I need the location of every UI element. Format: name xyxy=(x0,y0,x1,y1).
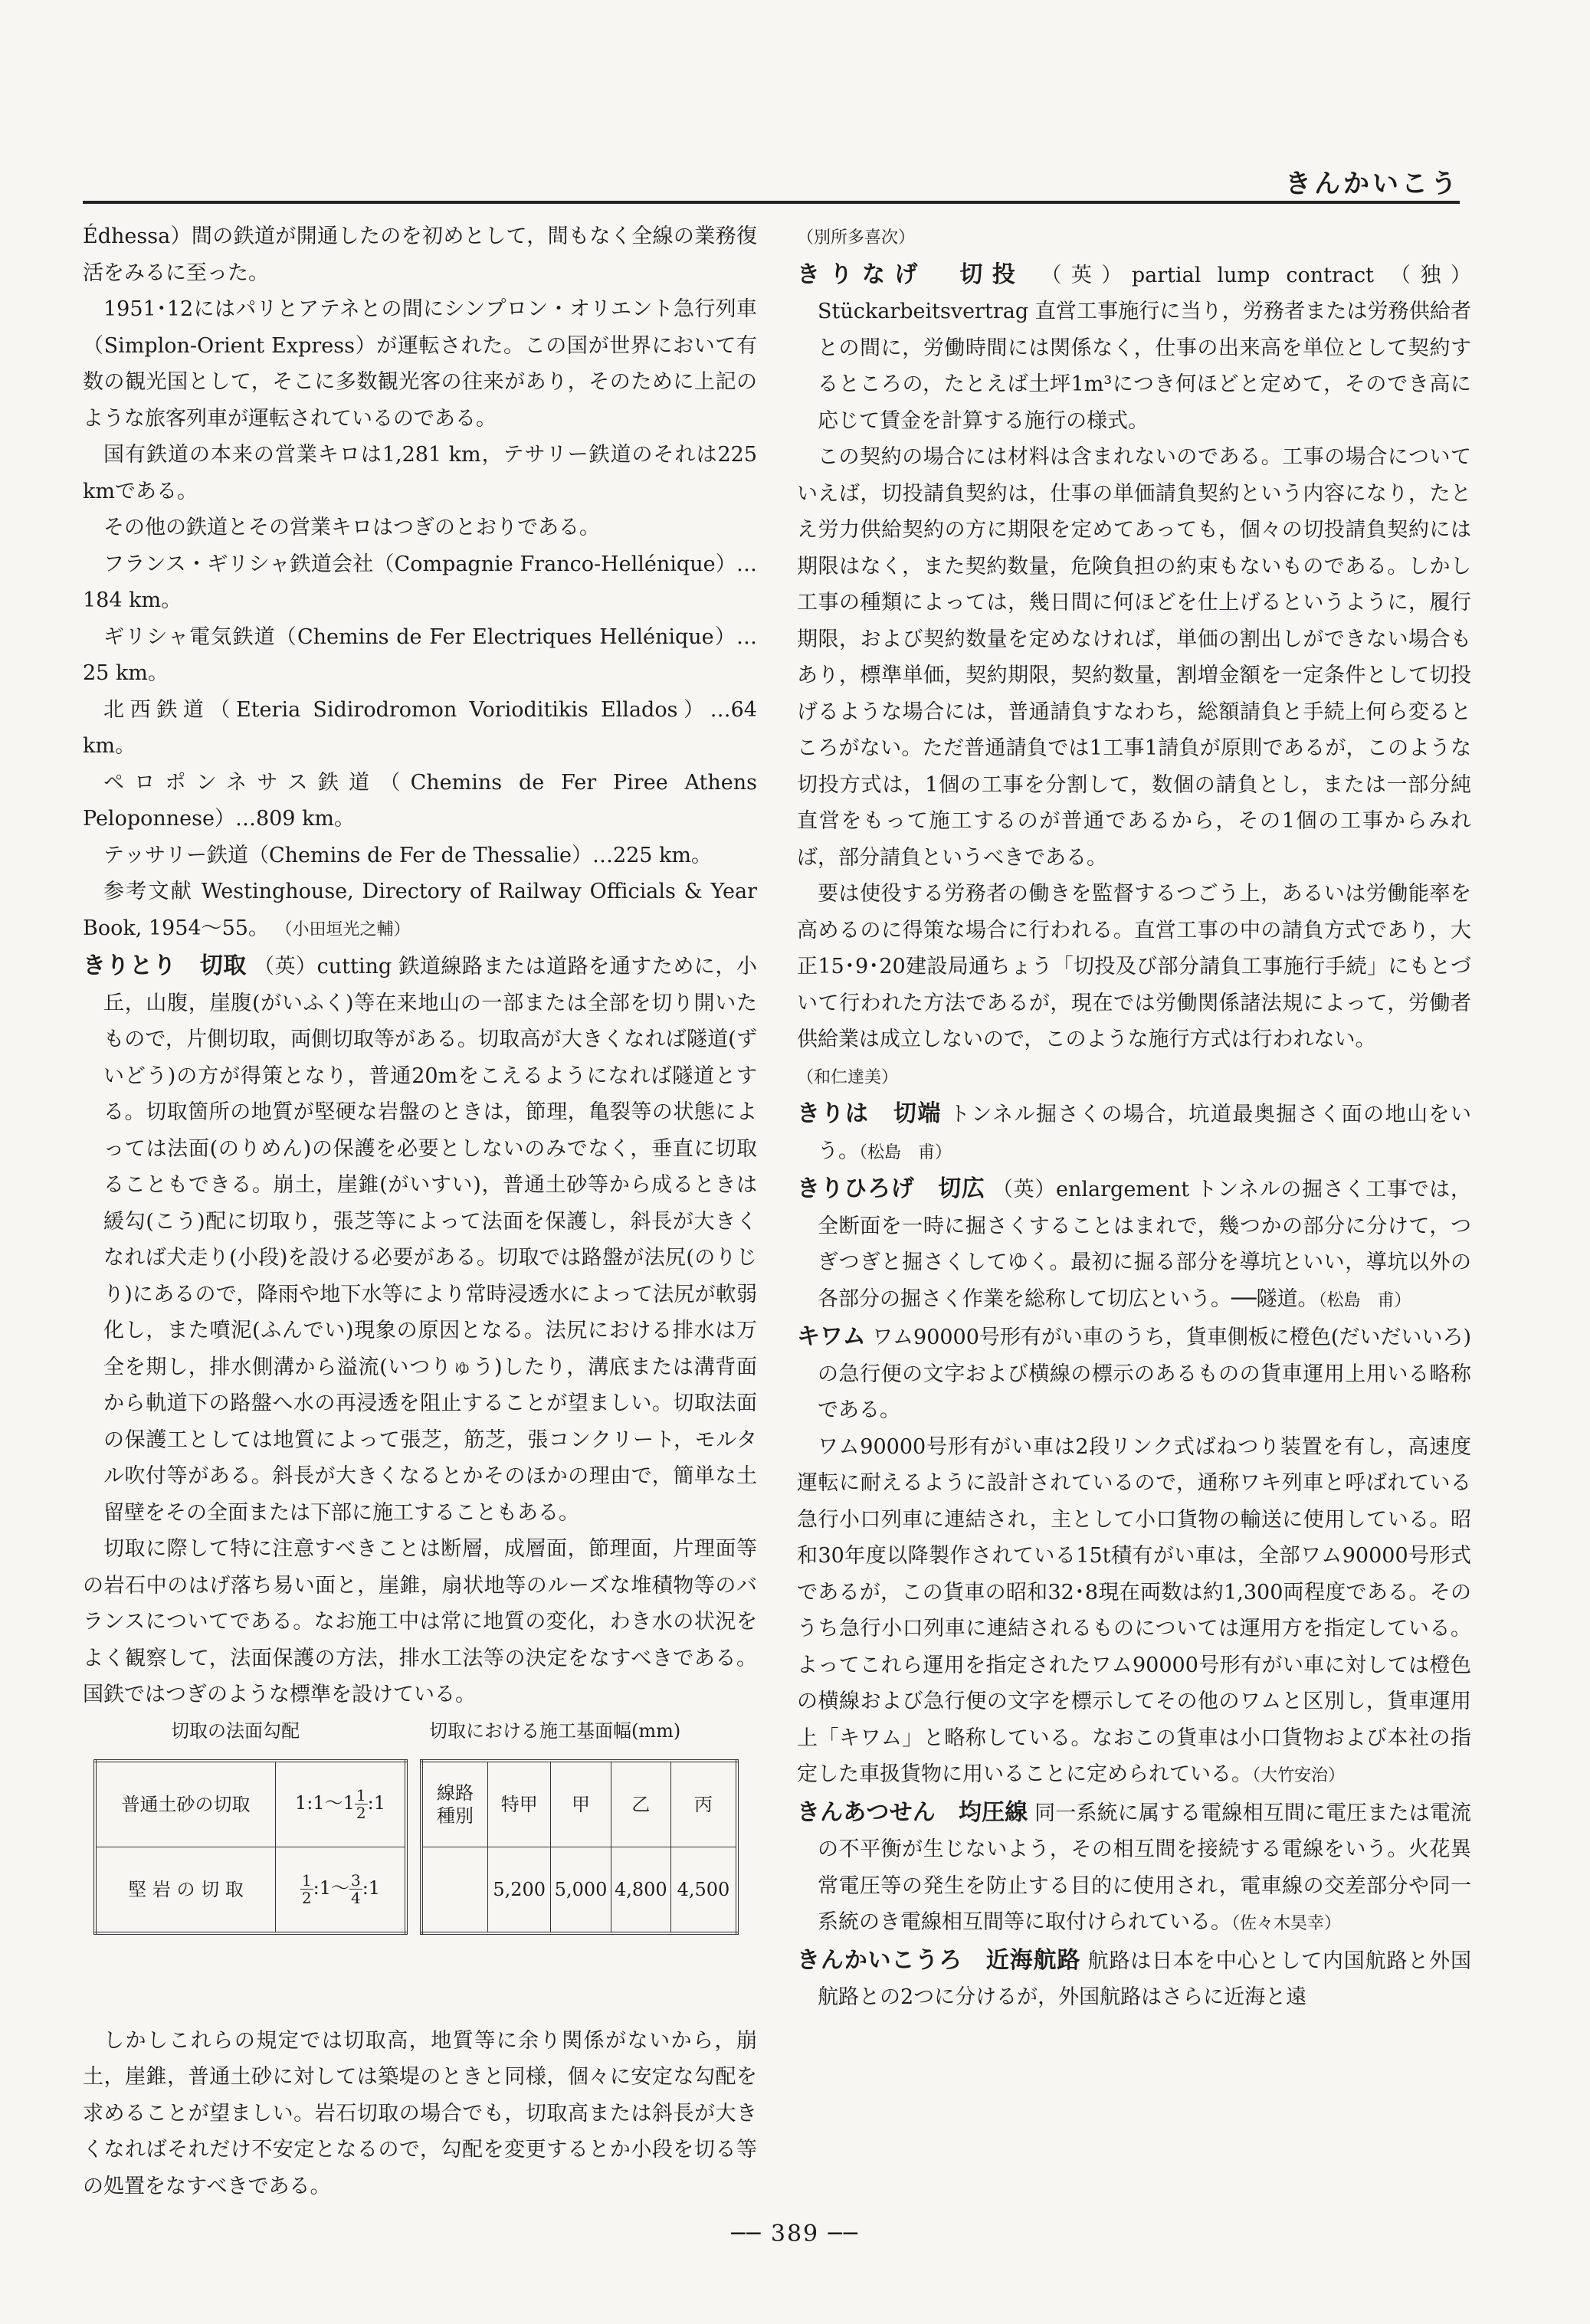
entry-body: （英）enlargement トンネルの掘さく工事では，全断面を一時に掘さくすることはまれで，幾つかの部分に分けて，つぎつぎと掘さくしてゆく。最初に掘る部分を導坑といい，導坑以外の各部分の掘さく作業を総称して切広という。──隧道。 xyxy=(818,1178,1472,1311)
running-header: きんかいこう xyxy=(1285,169,1460,199)
reference-text: 参考文献 Westinghouse, Directory of Railway Officials & Year Book, 1954～55。 xyxy=(83,880,757,940)
table-cell: 5,000 xyxy=(551,1847,611,1933)
paragraph: テッサリー鉄道（Chemins de Fer de Thessalie）…225 km。 xyxy=(103,843,713,867)
paragraph xyxy=(83,874,757,948)
table-cell xyxy=(275,1847,406,1933)
paragraph: この契約の場合には材料は含まれないのである。工事の場合についていえば，切投請負契約は，仕事の単価請負契約という内容になり，たとえ労力供給契約の方に期限を定めてあっても，個々の切投請負契約には期限はなく，また契約数量，危険負担の約束もないものである。しかし工事の種類によっては，幾日間に何ほどを仕上げるというように，履行期限，および契約数量を定めなければ，単価の割出しができない場合もあり，標準単価，契約期限，契約数量，割増金額を一定条件として切投げるような場合には，普通請負すなわち，総額請負と手続上何ら変るところがない。ただ普通請負では1工事1請負が原則であるが，このような切投方式は，1個の工事を分割して，数個の請負とし，または一部分純直営をもって施工するのが普通であるから，その1個の工事からみれば，部分請負というべきである。 xyxy=(797,445,1471,870)
right-column xyxy=(797,218,1471,2016)
table-header-cell: 丙 xyxy=(670,1761,737,1847)
paragraph: 北西鉄道（Eteria Sidirodromon Vorioditikis Ellados）…64 km。 xyxy=(83,697,757,758)
fraction-denominator: 2 xyxy=(301,1889,312,1907)
table-caption: 切取の法面勾配 xyxy=(171,1719,300,1742)
slope-prefix: 1:1～1 xyxy=(294,1792,355,1814)
paragraph: 要は使役する労務者の働きを監督するつごう上，あるいは労働能率を高めるのに得策な場合に行われる。直営工事の中の請負方式であり，大正15･9･20建設局通ちょう「切投及び部分請負工事施行手続」にもとづいて行われた方法であるが，現在では労働関係諸法規によって，労働者供給業は成立しないので，このような施行方式は行われない。 xyxy=(797,882,1471,1051)
author-credit: （小田垣光之輔） xyxy=(275,919,411,939)
header-line: 種別 xyxy=(437,1804,474,1827)
author-credit: （松島 甫） xyxy=(859,1142,952,1162)
author-credit: （佐々木昊幸） xyxy=(1231,1914,1342,1933)
table-cell: 5,200 xyxy=(488,1847,551,1933)
entry-heading: キワム xyxy=(797,1323,866,1350)
page-number: ── 389 ── xyxy=(731,2221,859,2247)
author-credit-text: （和仁達美） xyxy=(797,1067,899,1087)
table-cell xyxy=(421,1847,488,1933)
fraction-denominator: 2 xyxy=(356,1804,366,1822)
table-cell: 普通土砂の切取 xyxy=(95,1761,275,1847)
entry-heading: きりひろげ 切広 xyxy=(797,1175,985,1202)
author-credit: （大竹安治） xyxy=(1252,1766,1346,1785)
entry-heading: きんあつせん 均圧線 xyxy=(797,1798,1028,1826)
author-credit xyxy=(797,1058,1471,1096)
paragraph: Édhessa）間の鉄道が開通したのを初めとして，間もなく全線の業務復活をみるに至った。 xyxy=(83,225,757,285)
slope-table xyxy=(93,1759,408,1935)
entry-heading: きりは 切端 xyxy=(797,1100,942,1127)
tables-block xyxy=(83,1719,757,2018)
entry-body: 航路は日本を中心として内国航路と外国航路との2つに分けるが，外国航路はさらに近海と遠 xyxy=(818,1949,1472,2009)
width-table xyxy=(420,1759,739,1935)
entry-heading: きりとり 切取 xyxy=(83,952,247,979)
entry-kirihiroge xyxy=(797,1171,1471,1319)
entry-body: ワム90000号形有がい車のうち，貨車側板に橙色(だいだいいろ)の急行便の文字および横線の標示のあるものの貨車運用上用いる略称である。 xyxy=(818,1326,1471,1422)
table-row xyxy=(95,1761,406,1847)
entry-body: （英）cutting 鉄道線路または道路を通すために，小丘，山腹，崖腹(がいふく)等在来地山の一部または全部を切り開いたもので，片側切取，両側切取等がある。切取高が大きくなれば隧道(ずいどう)の方が得策となり，普通20mをこえるようになれば隧道とする。切取箇所の地質が堅硬な岩盤のときは，節理，亀裂等の状態によっては法面(のりめん)の保護を必要としないのみでなく，垂直に切取ることもできる。崩土，崖錐(がいすい)，普通土砂等から成るときは緩勾(こう)配に切取り，張芝等によって法面を保護し，斜長が大きくなれば犬走り(小段)を設ける必要がある。切取では路盤が法尻(のりじり)にあるので，降雨や地下水等により常時浸透水によって法尻が軟弱化し，また噴泥(ふんでい)現象の原因となる。法尻における排水は万全を期し，排水側溝から溢流(いつりゅう)したり，溝底または溝背面から軌道下の路盤へ水の再浸透を阻止することが望ましい。切取法面の保護工としては地質によって張芝，筋芝，張コンクリート，モルタル吹付等がある。斜長が大きくなるとかそのほかの理由で，簡単な土留壁をその全面または下部に施工することもある。 xyxy=(103,955,757,1525)
paragraph: その他の鉄道とその営業キロはつぎのとおりである。 xyxy=(103,516,600,539)
fraction-denominator: 4 xyxy=(350,1889,361,1907)
paragraph: 国有鉄道の本来の営業キロは1,281 km，テサリー鉄道のそれは225 kmである。 xyxy=(83,443,757,503)
table-cell: 4,800 xyxy=(611,1847,670,1933)
slope-mid: :1～ xyxy=(313,1877,349,1899)
author-credit xyxy=(797,218,1471,257)
author-credit-text: （別所多喜次） xyxy=(797,228,916,247)
table-header-cell: 乙 xyxy=(611,1761,670,1847)
entry-heading: きんかいこうろ 近海航路 xyxy=(797,1946,1081,1974)
paragraph: フランス・ギリシャ鉄道会社（Compagnie Franco-Hellénique）…184 km。 xyxy=(83,552,757,612)
table-caption: 切取における施工基面幅(mm) xyxy=(429,1719,681,1742)
table-header-cell xyxy=(421,1761,488,1847)
table-header-cell: 甲 xyxy=(551,1761,611,1847)
slope-suffix: :1 xyxy=(367,1792,385,1814)
header-rule xyxy=(83,201,1460,204)
slope-suffix: :1 xyxy=(362,1877,381,1899)
paragraph xyxy=(797,1429,1471,1795)
entry-kinatsusen xyxy=(797,1795,1471,1942)
table-header-cell: 特甲 xyxy=(488,1761,551,1847)
table-row xyxy=(421,1847,737,1933)
table-cell: 4,500 xyxy=(670,1847,737,1933)
left-column xyxy=(83,218,757,2204)
paragraph: 切取に際して特に注意すべきことは断層，成層面，節理面，片理面等の岩石中のはげ落ち易い面と，崖錐，扇状地等のルーズな堆積物等のバランスについてである。なお施工中は常に地質の変化，わき水の状況をよく観察して，法面保護の方法，排水工法等の決定をなすべきである。国鉄ではつぎのような標準を設けている。 xyxy=(83,1537,757,1706)
entry-kiriha xyxy=(797,1096,1471,1171)
entry-body: トンネル掘さくの場合，坑道最奥掘さく面の地山をいう。 xyxy=(818,1103,1471,1163)
paragraph-text: ワム90000号形有がい車は2段リンク式ばねつり装置を有し，高速度運転に耐えるように設計されているので，通称ワキ列車と呼ばれている急行小口列車に連結され，主として小口貨物の輸送に使用している。昭和30年度以降製作されている15t積有がい車は，全部ワム90000号形式であるが，この貨車の昭和32･8現在両数は約1,300両程度である。そのうち急行小口列車に連結されるものについては運用方を指定している。よってこれら運用を指定されたワム90000号形有がい車に対しては橙色の横線および急行便の文字を標示してその他のワムと区別し，貨車運用上「キワム」と略称している。なおこの貨車は小口貨物および本社の指定した車扱貨物に用いることに定められている。 xyxy=(797,1434,1471,1786)
author-credit: （松島 甫） xyxy=(1318,1290,1411,1310)
paragraph: 1951･12にはパリとアテネとの間にシンプロン・オリエント急行列車（Simplon-Orient Express）が運転された。この国が世界において有数の観光国として，そこに多数観光客の往来があり，そのために上記のような旅客列車が運転されているのである。 xyxy=(83,297,757,431)
entry-body: （英）partial lump contract （独）Stückarbeitsvertrag 直営工事施行に当り，労務者または労務供給者との間に，労働時間には関係なく，仕事の出来高を単位として契約するところの，たとえば土坪1m³につき何ほどと定めて，そのでき高に応じて賃金を計算する施行の様式。 xyxy=(818,263,1471,433)
table-cell: 堅 岩 の 切 取 xyxy=(95,1847,275,1933)
paragraph: しかしこれらの規定では切取高，地質等に余り関係がないから，崩土，崖錐，普通土砂に対しては築堤のときと同様，個々に安定な勾配を求めることが望ましい。岩石切取の場合でも，切取高または斜長が大きくなればそれだけ不安定となるので，勾配を変更するとか小段を切る等の処置をなすべきである。 xyxy=(83,2028,757,2198)
paragraph: ギリシャ電気鉄道（Chemins de Fer Electriques Hellénique）…25 km。 xyxy=(83,624,757,685)
fraction-numerator: 3 xyxy=(350,1871,361,1890)
entry-body: 同一系統に属する電線相互間に電圧または電流の不平衡が生じないよう，その相互間を接続する電線をいう。火花異常電圧等の発生を防止する目的に使用され，電車線の交差部分や同一系統のき電線相互間等に取付けられている。 xyxy=(818,1801,1471,1934)
entry-heading: きりなげ 切投 xyxy=(797,261,1025,288)
fraction xyxy=(300,1872,313,1906)
entry-kiritori xyxy=(83,948,757,1531)
fraction xyxy=(349,1872,362,1906)
entry-kinkaikouro xyxy=(797,1942,1471,2016)
header-line: 線路 xyxy=(437,1782,474,1804)
entry-kiwamu xyxy=(797,1319,1471,1429)
fraction-numerator: 1 xyxy=(356,1786,366,1804)
entry-kirinage xyxy=(797,257,1471,440)
table-cell xyxy=(275,1761,406,1847)
fraction-numerator: 1 xyxy=(301,1871,312,1890)
fraction xyxy=(355,1787,368,1821)
paragraph: ペロポンネサス鉄道（Chemins de Fer Piree Athens Peloponnese）…809 km。 xyxy=(83,770,757,831)
table-header-row xyxy=(421,1761,737,1847)
table-row xyxy=(95,1847,406,1933)
